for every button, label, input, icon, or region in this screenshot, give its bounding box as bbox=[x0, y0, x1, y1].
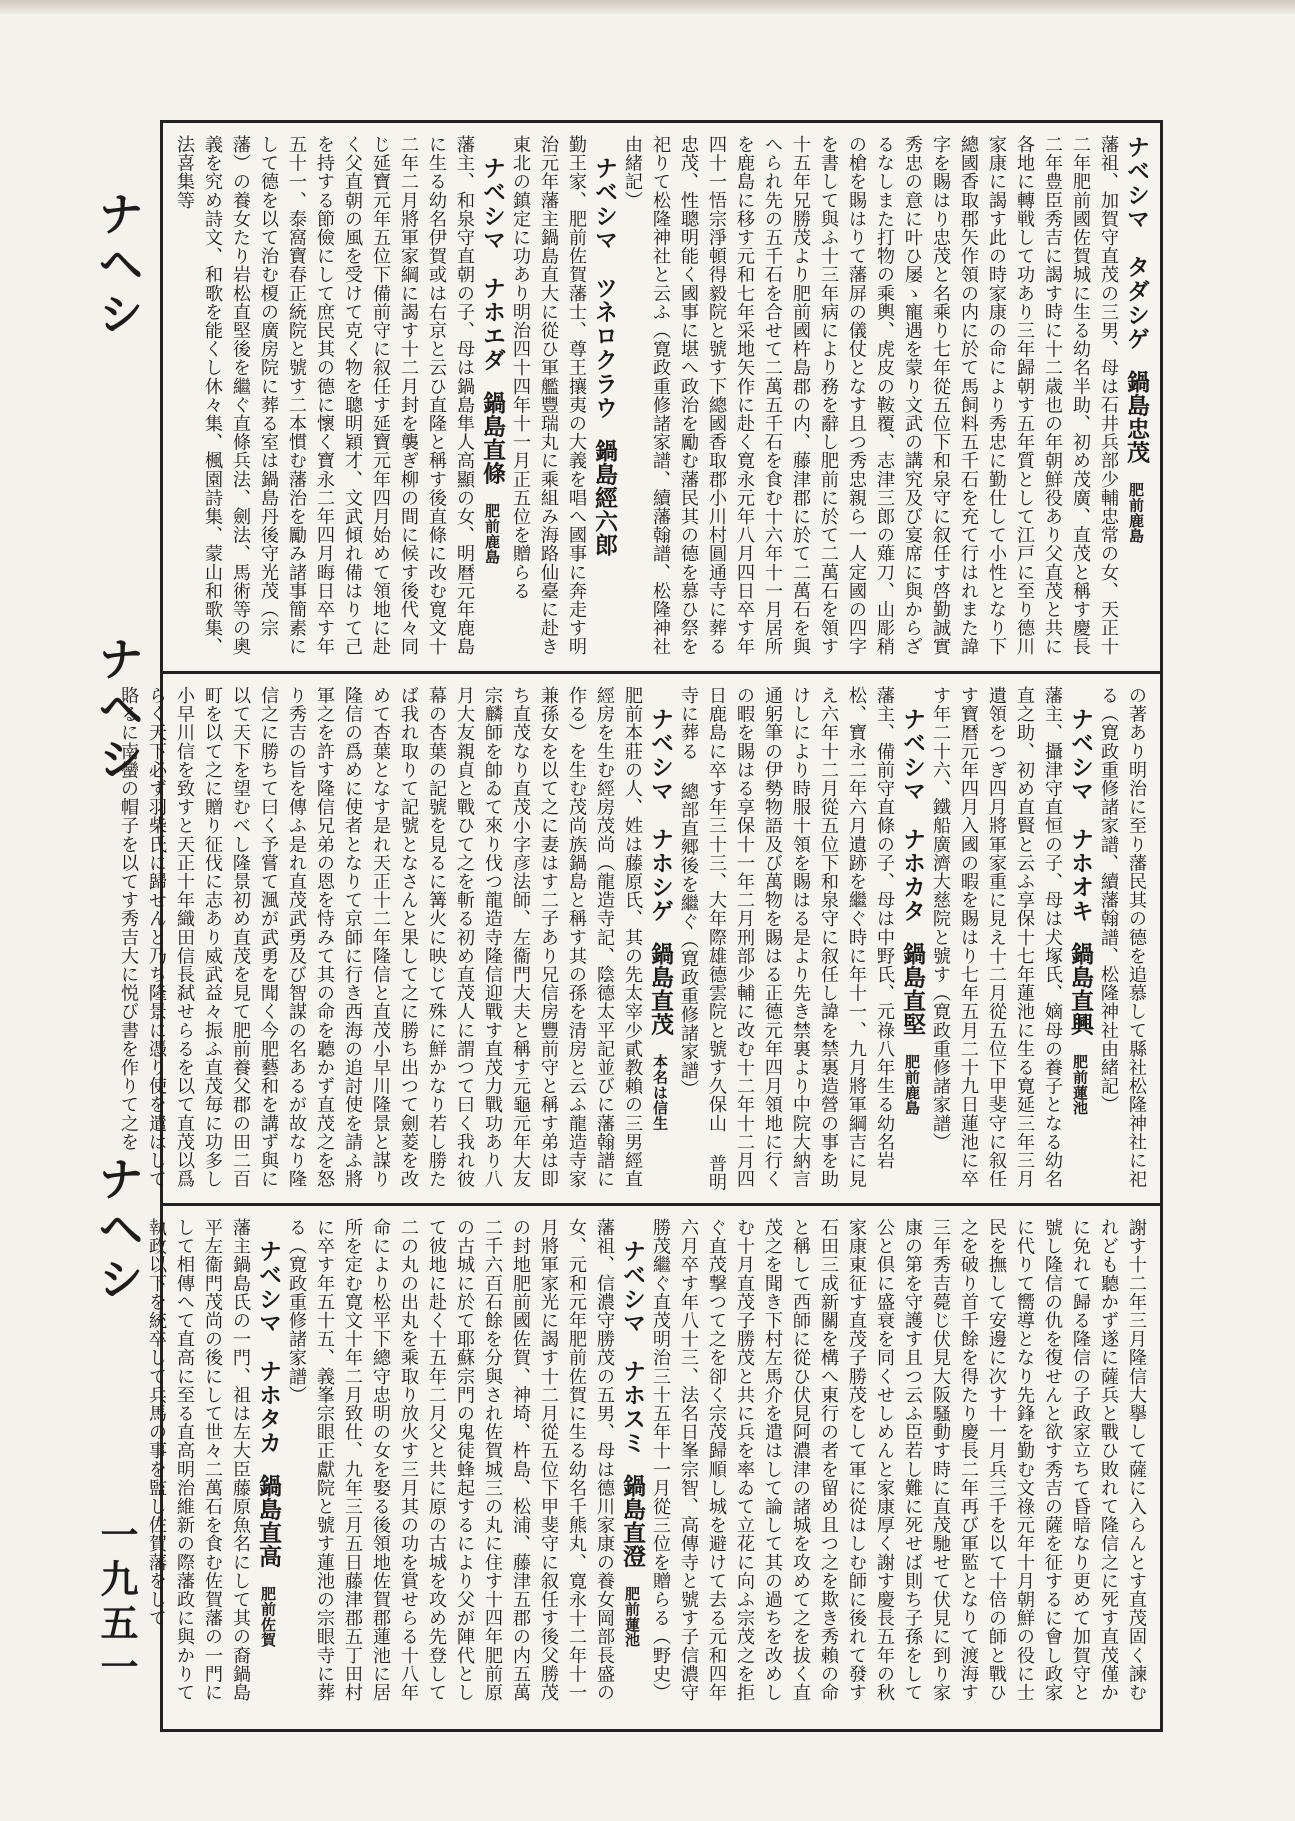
entry-body: 藩主、備前守直條の子、母は中野氏、元祿八年生る幼名岩松、寶永二年六月遺跡を繼ぐ時に年十一、九月將軍綱吉に見え六年十二月從五位下和泉守に叙任し諱を禁裏造營の事を助けしにより時服十領を賜はる是より先き禁裏より中院大納言通躬筆の伊勢物語及び萬物を賜はる正德元年四月領地に行くの暇を賜はる享保十一年二月刑部少輔に改む十二年十二月四日鹿島に卒す年三十三、大年際雄德雲院と號す久保山 普明寺に葬る 總部直郷後を繼ぐ（寛政重修諸家譜） bbox=[678, 686, 895, 1191]
entry-kanji: 鍋島直茂 bbox=[647, 942, 674, 1036]
entry-body: 勤王家、肥前佐賀藩士、尊王攘夷の大義を唱へ國事に奔走す明治元年藩主鍋島直大に從ひ軍艦豐瑞丸に乘組み海路仙臺に赴き東北の鎮定に功あり明治四十四年十一月正五位を贈らる bbox=[510, 135, 587, 656]
entry-name: ナベシマ ナホエダ bbox=[479, 156, 506, 373]
entry-place: 肥前鹿島 bbox=[1127, 481, 1145, 544]
entry-place: 本名は信生 bbox=[651, 1054, 669, 1132]
entry-place: 肥前蓮池 bbox=[1071, 1054, 1089, 1116]
entry-kanji: 鍋島忠茂 bbox=[1123, 369, 1150, 464]
entry-place: 肥前鹿島 bbox=[483, 503, 501, 565]
entry-kanji: 鍋島直高 bbox=[255, 1474, 282, 1568]
entry-kanji: 鍋島經六郎 bbox=[591, 439, 618, 557]
entry-place: 肥前鹿島 bbox=[903, 1054, 921, 1116]
entry-column bbox=[142, 1218, 1150, 1717]
side-label-top: ナヘシ bbox=[91, 190, 145, 340]
text-band-top bbox=[163, 123, 1160, 671]
entry-body: 藩主、和泉守直朝の子、母は鍋島隼人高顯の女、明暦元年鹿島に生る幼名伊賀或は右京と云ひ直隆と稱す後直條に改む寛文十二年二月將軍家綱に謁す十二月封を襲ぎ柳の間に候す後代々同じ延寶元年五位下備前守に叙任す延寶元年四月始めて領地に赴く父直朝の風を受けて克く物を聰明穎才、文武傾れ備はりて己を持する節儉にして庶民其の德に懷く寶永二年四月晦日卒す年五十一、泰窩寶春正統院と號す二本慣む藩治を勵み諸事簡素にして德を以て治む榎の廣房院に葬る室は鍋島丹後守光茂（宗藩）の養女たり岩松直堅後を繼ぐ直條兵法、劍法、馬術等の奧義を究め詩文、和歌を能くし休々集、楓園詩集、蒙山和歌集、法喜集等 bbox=[174, 135, 475, 656]
entry-column bbox=[114, 686, 1150, 1191]
entry-body-continued: の著あり明治に至り藩民其の德を追慕して縣社松隆神社に祀る（寛政重修諸家譜、續藩翰譜、松隆神社由緒記） bbox=[1098, 686, 1147, 1189]
entry-body: 藩主鍋島氏の一門、祖は左大臣藤原魚名にして其の裔鍋島平左衞門茂尚の後にして世々二萬石を食む佐賀藩の一門にして相傳へて直高に至る直高明治維新の際藩政に與かりて執政以下を統卒して兵馬の事を監し佐賀藩をして bbox=[146, 1218, 251, 1702]
page-number: 一九五一 bbox=[94, 1515, 139, 1691]
text-band-middle bbox=[118, 671, 1160, 1203]
scan-top-edge bbox=[0, 0, 1295, 14]
entry-body-continued: 謝す十二年三月隆信大擧して薩に入らんとす直茂固く諫むれども聽かず遂に薩兵と戰ひ敗れて隆信之に死す直茂僅かに免れて歸る隆信の子政家立ちて昏暗なり更めて加賀守と號し隆信の仇を復せんと欲す秀吉の薩を征するに會し政家に代りて嚮導となり先鋒を勤む文祿元年十月朝鮮の役に士民を撫して安邊に次す十一月兵三千を以て十倍の師と戰ひ之を破り首千餘を得たり慶長二年再び軍監となりて渡海す三年秀吉薨じ伏見大阪騷動す時に直茂馳せて伏見に到り家康の第を守護す且つ云ふ臣若し難に死せば則ち子孫をして公と倶に盛衰を同くせしめんと家康厚く謝す慶長五年の秋家康東征す直茂子勝茂をして軍に從はしむ師に後れて發す石田三成新關を構へ東行の者を留め且つ之を欺き秀賴の命と稱して西師に從ひ伏見阿濃津の諸城を攻めて之を拔く直茂之を聞き下村左馬介を遣はして論して其の過ちを改めしむ十月直茂子勝茂と共に兵を率ゐて立花に向ふ宗茂之を拒ぐ直茂撃つて之を卻く宗茂歸順し城を避けて去る元和四年六月卒す年八十三、法名日峯宗智、高傳寺と號す子信濃守勝茂繼ぐ直茂明治三十五年十一月從三位を贈らる（野史） bbox=[650, 1218, 1147, 1702]
entry-body: 藩主、攝津守直恒の子、母は犬塚氏、嫡母の養子となる幼名直之助、初め直賢と云ふ享保十七年蓮池に生る寛延三年三月遺領をつぎ四月將軍家重に見え十二月從五位下甲斐守に叙任す寶暦元年四月入國の暇を賜はり七年五月二十九日蓮池に卒す年二十六、鐵船廣濟大慈院と號す（寛政重修諸家譜） bbox=[930, 686, 1063, 1189]
entry-name: ナベシマ タダシゲ bbox=[1123, 135, 1150, 351]
entry-kanji: 鍋島直澄 bbox=[619, 1474, 646, 1568]
side-label-middle: ナヘシ bbox=[91, 635, 145, 785]
side-label-bottom: ナヘシ bbox=[91, 1155, 145, 1305]
entry-kanji: 鍋島直堅 bbox=[899, 942, 926, 1036]
entry-name: ナベシマ ツネロクラウ bbox=[591, 156, 618, 421]
entry-place: 肥前佐賀 bbox=[259, 1586, 277, 1648]
entry-kanji: 鍋島直興 bbox=[1067, 942, 1094, 1036]
entry-body: 藩祖、加賀守直茂の三男、母は石井兵部少輔忠常の女、天正十二年肥前國佐賀城に生る幼名半助、初め茂廣、直茂と稱す慶長二年豊臣秀吉に謁す時に十二歳也の年朝鮮役あり父直茂と共に各地に轉戦して功あり三年歸朝す五年質として江戸に至り德川家康に謁す此の時家康の命により秀忠に勤仕して小性となり下總國香取郡矢作領の内に於て馬飼料五千石を充て行はれまた諱字を賜はり忠茂と名乘り七年從五位下和泉守に叙任す啓勤誠實秀忠の意に叶ひ屡ゝ寵遇を蒙り文武の講究及び宴席に與からざるなしまた打物の乘輿、虎皮の鞍覆、志津三郎の薙刀、山彫稍の槍を賜はりて藩屏の儀仗となす且つ秀忠親ら一人定國の四字を書して與ふ十三年病により務を辭し肥前に於て二萬石を領す十五年兄勝茂より肥前國杵島郡の内、藤津郡に於て二萬石を與へられ先の五千石を合せて二萬五千石を食む十六年十一月居所を鹿島に移す元和七年采地矢作に赴く寛永元年八月四日卒す年四十一悟宗淨頓得毅院と號す下總國香取郡小川村圓通寺に葬る忠茂、性聰明能く國事に堪へ政治を勵む藩民其の德を慕ひ祭を祀りて松隆神社と云ふ（寛政重修諸家譜、續藩翰譜、松隆神社由緒記） bbox=[622, 135, 1119, 656]
text-band-bottom bbox=[146, 1203, 1160, 1729]
entry-name: ナベシマ ナホタカ bbox=[255, 1239, 282, 1456]
entry-column bbox=[170, 135, 1150, 659]
entry-body: 藩祖、信濃守勝茂の五男、母は德川家康の養女岡部長盛の女、元和元年肥前佐賀に生る幼名千熊丸、寛永十二年十一月將軍家光に謁す十二月從五位下甲斐守に叙任す後父勝茂の封地肥前國佐賀、神埼、杵島、松浦、藤津五郡の内五萬二千六百石餘を分與され佐賀城三の丸に住す十四年肥前原の古城に於て耶蘇宗門の鬼徒蜂起するにより父が陣代として彼地に赴く十五年二月父と共に原の古城を攻め先登して二の丸の出丸を乘取り放火す三月其の功を賞せらる十八年命により松平下總守忠明の女を娶る後領地佐賀郡蓮池に居所を定む寛文十年二月致仕、九年三月五日藤津郡五丁田村に卒す年五十五、義峯宗眼正獻院と號す蓮池の宗眼寺に葬る（寛政重修諸家譜） bbox=[286, 1218, 615, 1702]
entry-name: ナベシマ ナホオキ bbox=[1067, 707, 1094, 924]
entry-name: ナベシマ ナホスミ bbox=[619, 1239, 646, 1456]
entry-kanji: 鍋島直條 bbox=[479, 391, 506, 485]
entry-body: 肥前本莊の人、姓は藤原氏、其の先太宰少貳教賴の三男經直經房を生む經房茂尚（龍造寺記、陰德太平記並びに藩翰譜に作る）を生む茂尚族鍋島と稱す其の孫を清房と云ふ龍造寺家兼孫女を以て之に妻はす二子あり兄信房豐前守と稱す弟は即ち直茂なり直茂小字彦法師、左衞門大夫と稱す元龜元年大友宗麟師を帥ゐて來り伐つ龍造寺隆信迎戰す直茂力戰功あり八月大友親貞と戰ひて之を斬る初め直茂人に謂つて曰く我れ彼幕の杏葉の記號を見るに篝火に映じて殊に鮮かなり若し勝たば我れ取りて記號となさんと果して之に勝ち出つて劍菱を改めて杏葉となす是れ天正十二年隆信と直茂小早川隆景と謀り隆信の爲めに使者となりて京師に行き西海の追討使を請ふ將軍之を許す隆信兄弟の恩を恃みて其の命を聽かず直茂之を怒り秀吉の旨を傳ふ是れ直茂武勇及び智謀の名あるが故なり隆信之に勝ちて曰く予嘗て渢が武勇を聞く今肥藝和を講ず與に以て天下を望むべし隆景初め直茂を見て肥前養父郡の田二百町を以て之に贈り征伐に志あり威武益々振ふ直茂毎に功多し小早川信を致すと天正十年織田信長弑せらるを以て直茂以爲らく天下必ず羽柴氏に歸せんと乃ち隆景に憑り使を遣はして賂るに南蠻の帽子を以てす秀吉大に悦び書を作りて之を bbox=[118, 686, 643, 1189]
entry-place: 肥前蓮池 bbox=[623, 1586, 641, 1648]
entry-name: ナベシマ ナホカタ bbox=[899, 707, 926, 924]
entry-name: ナベシマ ナホシゲ bbox=[647, 707, 674, 924]
